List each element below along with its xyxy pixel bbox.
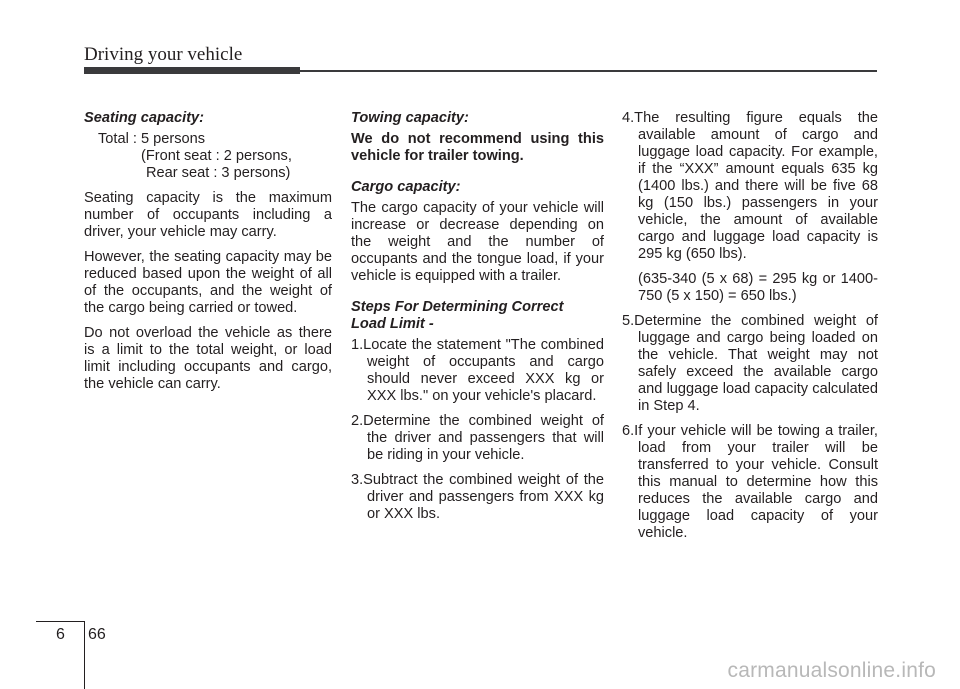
footer-divider — [84, 621, 85, 689]
column-2 — [351, 110, 604, 523]
column-1 — [84, 110, 332, 393]
column-3 — [622, 110, 878, 542]
step-6: 6.If your vehicle will be towing a trailer, load from your trailer will be transferred to your vehicle. Consult this manual to determine how this reduces the available cargo and luggage load capacity of your vehicle. — [622, 423, 878, 541]
steps-heading-line-2: Load Limit - — [351, 316, 434, 332]
steps-heading-line-1: Steps For Determining Correct — [351, 299, 564, 315]
step-2: 2.Determine the combined weight of the driver and passengers that will be riding in your vehicle. — [351, 413, 604, 463]
step-4: 4.The resulting figure equals the available amount of cargo and luggage load capacity. For example, if the “XXX” amount equals 635 kg (1400 lbs.) and there will be five 68 kg (150 lbs.) passengers in your vehicle, the amount of available cargo and luggage load capacity is 295 kg (650 lbs). — [622, 110, 878, 262]
seating-rear: Rear seat : 3 persons) — [146, 165, 291, 181]
seating-paragraph-2: However, the seating capacity may be reduced based upon the weight of all of the occupants, and the weight of the cargo being carried or towed. — [84, 249, 332, 316]
watermark: carmanualsonline.info — [727, 659, 936, 682]
step-3: 3.Subtract the combined weight of the driver and passengers from XXX kg or XXX lbs. — [351, 472, 604, 522]
page-number: 66 — [88, 626, 106, 643]
towing-capacity-heading: Towing capacity: — [351, 110, 469, 126]
step-1: 1.Locate the statement "The combined weight of occupants and cargo should never exceed XXX kg or XXX lbs." on your vehicle's placard. — [351, 337, 604, 404]
chapter-number: 6 — [56, 626, 65, 643]
footer-rule — [36, 621, 84, 622]
cargo-capacity-heading: Cargo capacity: — [351, 179, 461, 195]
seating-total: Total : 5 persons — [98, 131, 206, 147]
step-4-calculation: (635-340 (5 x 68) = 295 kg or 1400-750 (5 x 150) = 650 lbs.) — [638, 271, 878, 304]
section-title: Driving your vehicle — [84, 44, 243, 65]
cargo-capacity-text: The cargo capacity of your vehicle will increase or decrease depending on the weight and the number of occupants and the tongue load, if your vehicle is equipped with a trailer. — [351, 200, 604, 284]
seating-capacity-heading: Seating capacity: — [84, 110, 205, 126]
seating-paragraph-1: Seating capacity is the maximum number of occupants including a driver, your vehicle may carry. — [84, 190, 332, 240]
step-5: 5.Determine the combined weight of luggage and cargo being loaded on the vehicle. That weight may not safely exceed the available cargo and luggage load capacity calculated in Step 4. — [622, 313, 878, 414]
header-rule — [300, 70, 877, 72]
header-bar — [84, 67, 300, 74]
seating-front: (Front seat : 2 persons, — [141, 148, 292, 164]
seating-paragraph-3: Do not overload the vehicle as there is a limit to the total weight, or load limit including occupants and cargo, the vehicle can carry. — [84, 325, 332, 392]
towing-capacity-text: We do not recommend using this vehicle for trailer towing. — [351, 131, 604, 164]
